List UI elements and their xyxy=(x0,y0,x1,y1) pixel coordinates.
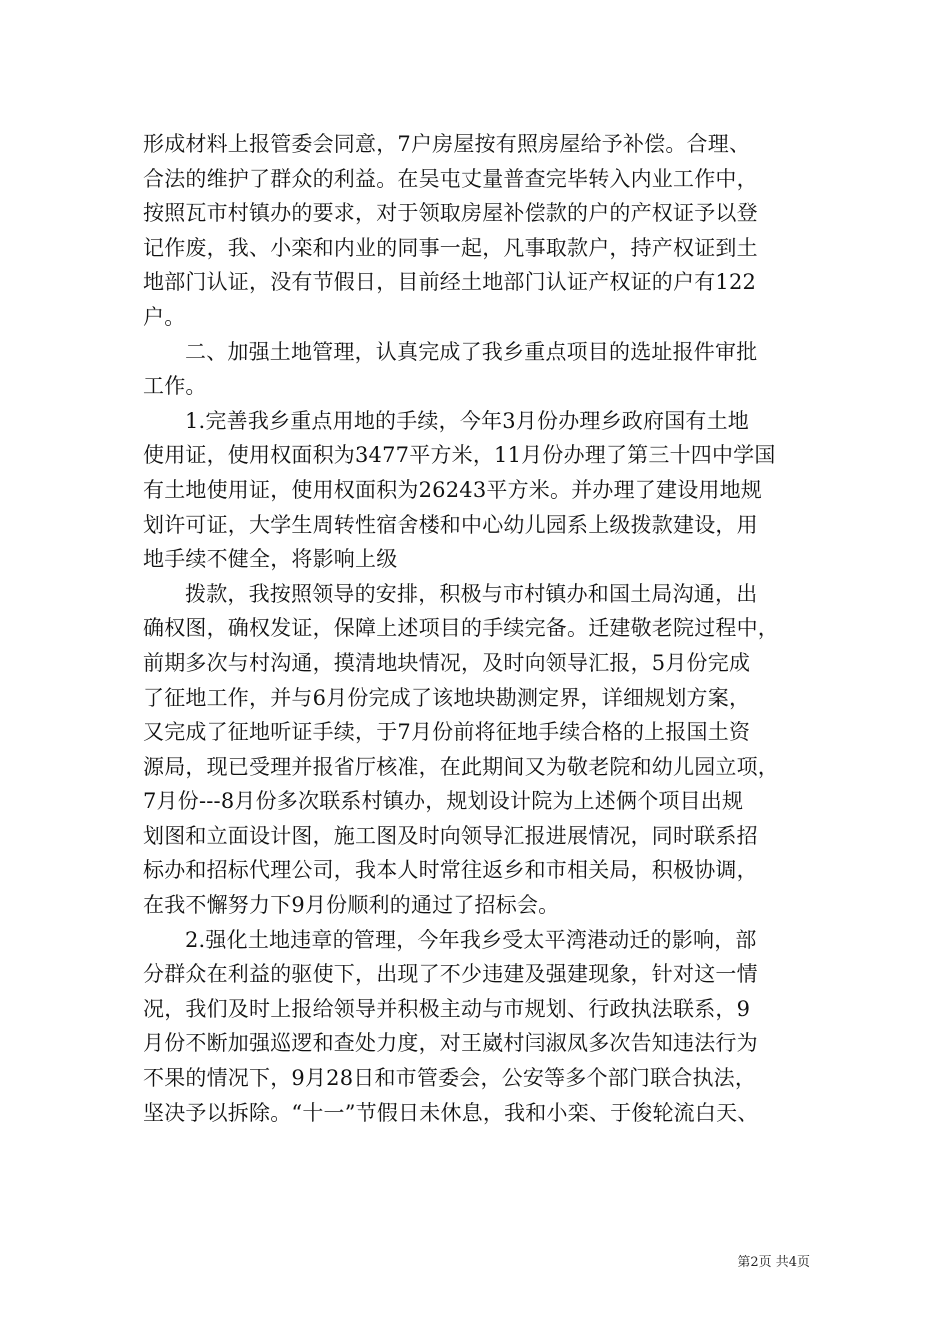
text-line: 坚决予以拆除。“十一”节假日未休息，我和小栾、于俊轮流白天、 xyxy=(143,1100,759,1125)
text-line: 1.完善我乡重点用地的手续，今年3月份办理乡政府国有土地 xyxy=(185,408,749,433)
text-line: 又完成了征地听证手续，于7月份前将征地手续合格的上报国土资 xyxy=(143,720,751,745)
page-number: 第2页 共4页 xyxy=(737,1255,810,1270)
text-line: 标办和招标代理公司，我本人时常往返乡和市相关局，积极协调， xyxy=(143,858,758,883)
text-line: 合法的维护了群众的利益。在吴屯丈量普查完毕转入内业工作中， xyxy=(143,166,758,191)
text-line: 拨款，我按照领导的安排，积极与市村镇办和国土局沟通，出 xyxy=(185,581,758,606)
text-line: 在我不懈努力下9月份顺利的通过了招标会。 xyxy=(143,893,560,918)
text-line: 划许可证，大学生周转性宿舍楼和中心幼儿园系上级拨款建设，用 xyxy=(143,512,758,537)
text-line: 按照瓦市村镇办的要求，对于领取房屋补偿款的户的产权证予以登 xyxy=(143,201,758,226)
text-line: 了征地工作，并与6月份完成了该地块勘测定界，详细规划方案， xyxy=(143,685,751,710)
text-line: 户。 xyxy=(143,304,186,329)
text-line: 地手续不健全，将影响上级 xyxy=(143,547,398,572)
section-heading-line: 二、加强土地管理，认真完成了我乡重点项目的选址报件审批 xyxy=(185,339,758,364)
text-line: 分群众在利益的驱使下，出现了不少违建及强建现象，针对这一情 xyxy=(143,962,758,987)
text-line: 月份不断加强巡逻和查处力度，对王崴村闫淑凤多次告知违法行为 xyxy=(143,1031,758,1056)
text-line: 形成材料上报管委会同意，7户房屋按有照房屋给予补偿。合理、 xyxy=(143,132,751,156)
document-body xyxy=(143,127,811,1130)
text-line: 有土地使用证，使用权面积为26243平方米。并办理了建设用地规 xyxy=(143,477,763,502)
text-line: 况，我们及时上报给领导并积极主动与市规划、行政执法联系，9 xyxy=(143,996,751,1021)
text-line: 2.强化土地违章的管理，今年我乡受太平湾港动迁的影响，部 xyxy=(185,927,757,952)
text-line: 地部门认证，没有节假日，目前经土地部门认证产权证的户有122 xyxy=(143,270,757,295)
text-line: 使用证，使用权面积为3477平方米，11月份办理了第三十四中学国 xyxy=(143,443,776,468)
text-line: 不果的情况下，9月28日和市管委会，公安等多个部门联合执法， xyxy=(143,1066,757,1091)
text-line: 确权图，确权发证，保障上述项目的手续完备。迁建敬老院过程中， xyxy=(143,616,779,641)
text-line: 7月份---8月份多次联系村镇办，规划设计院为上述俩个项目出规 xyxy=(143,789,744,814)
text-line: 源局，现已受理并报省厅核准，在此期间又为敬老院和幼儿园立项， xyxy=(143,754,779,779)
text-line: 前期多次与村沟通，摸清地块情况，及时向领导汇报，5月份完成 xyxy=(143,650,751,675)
text-line: 记作废，我、小栾和内业的同事一起，凡事取款户，持产权证到土 xyxy=(143,235,758,260)
section-heading-line: 工作。 xyxy=(143,374,207,399)
text-line: 划图和立面设计图，施工图及时向领导汇报进展情况，同时联系招 xyxy=(143,823,758,848)
